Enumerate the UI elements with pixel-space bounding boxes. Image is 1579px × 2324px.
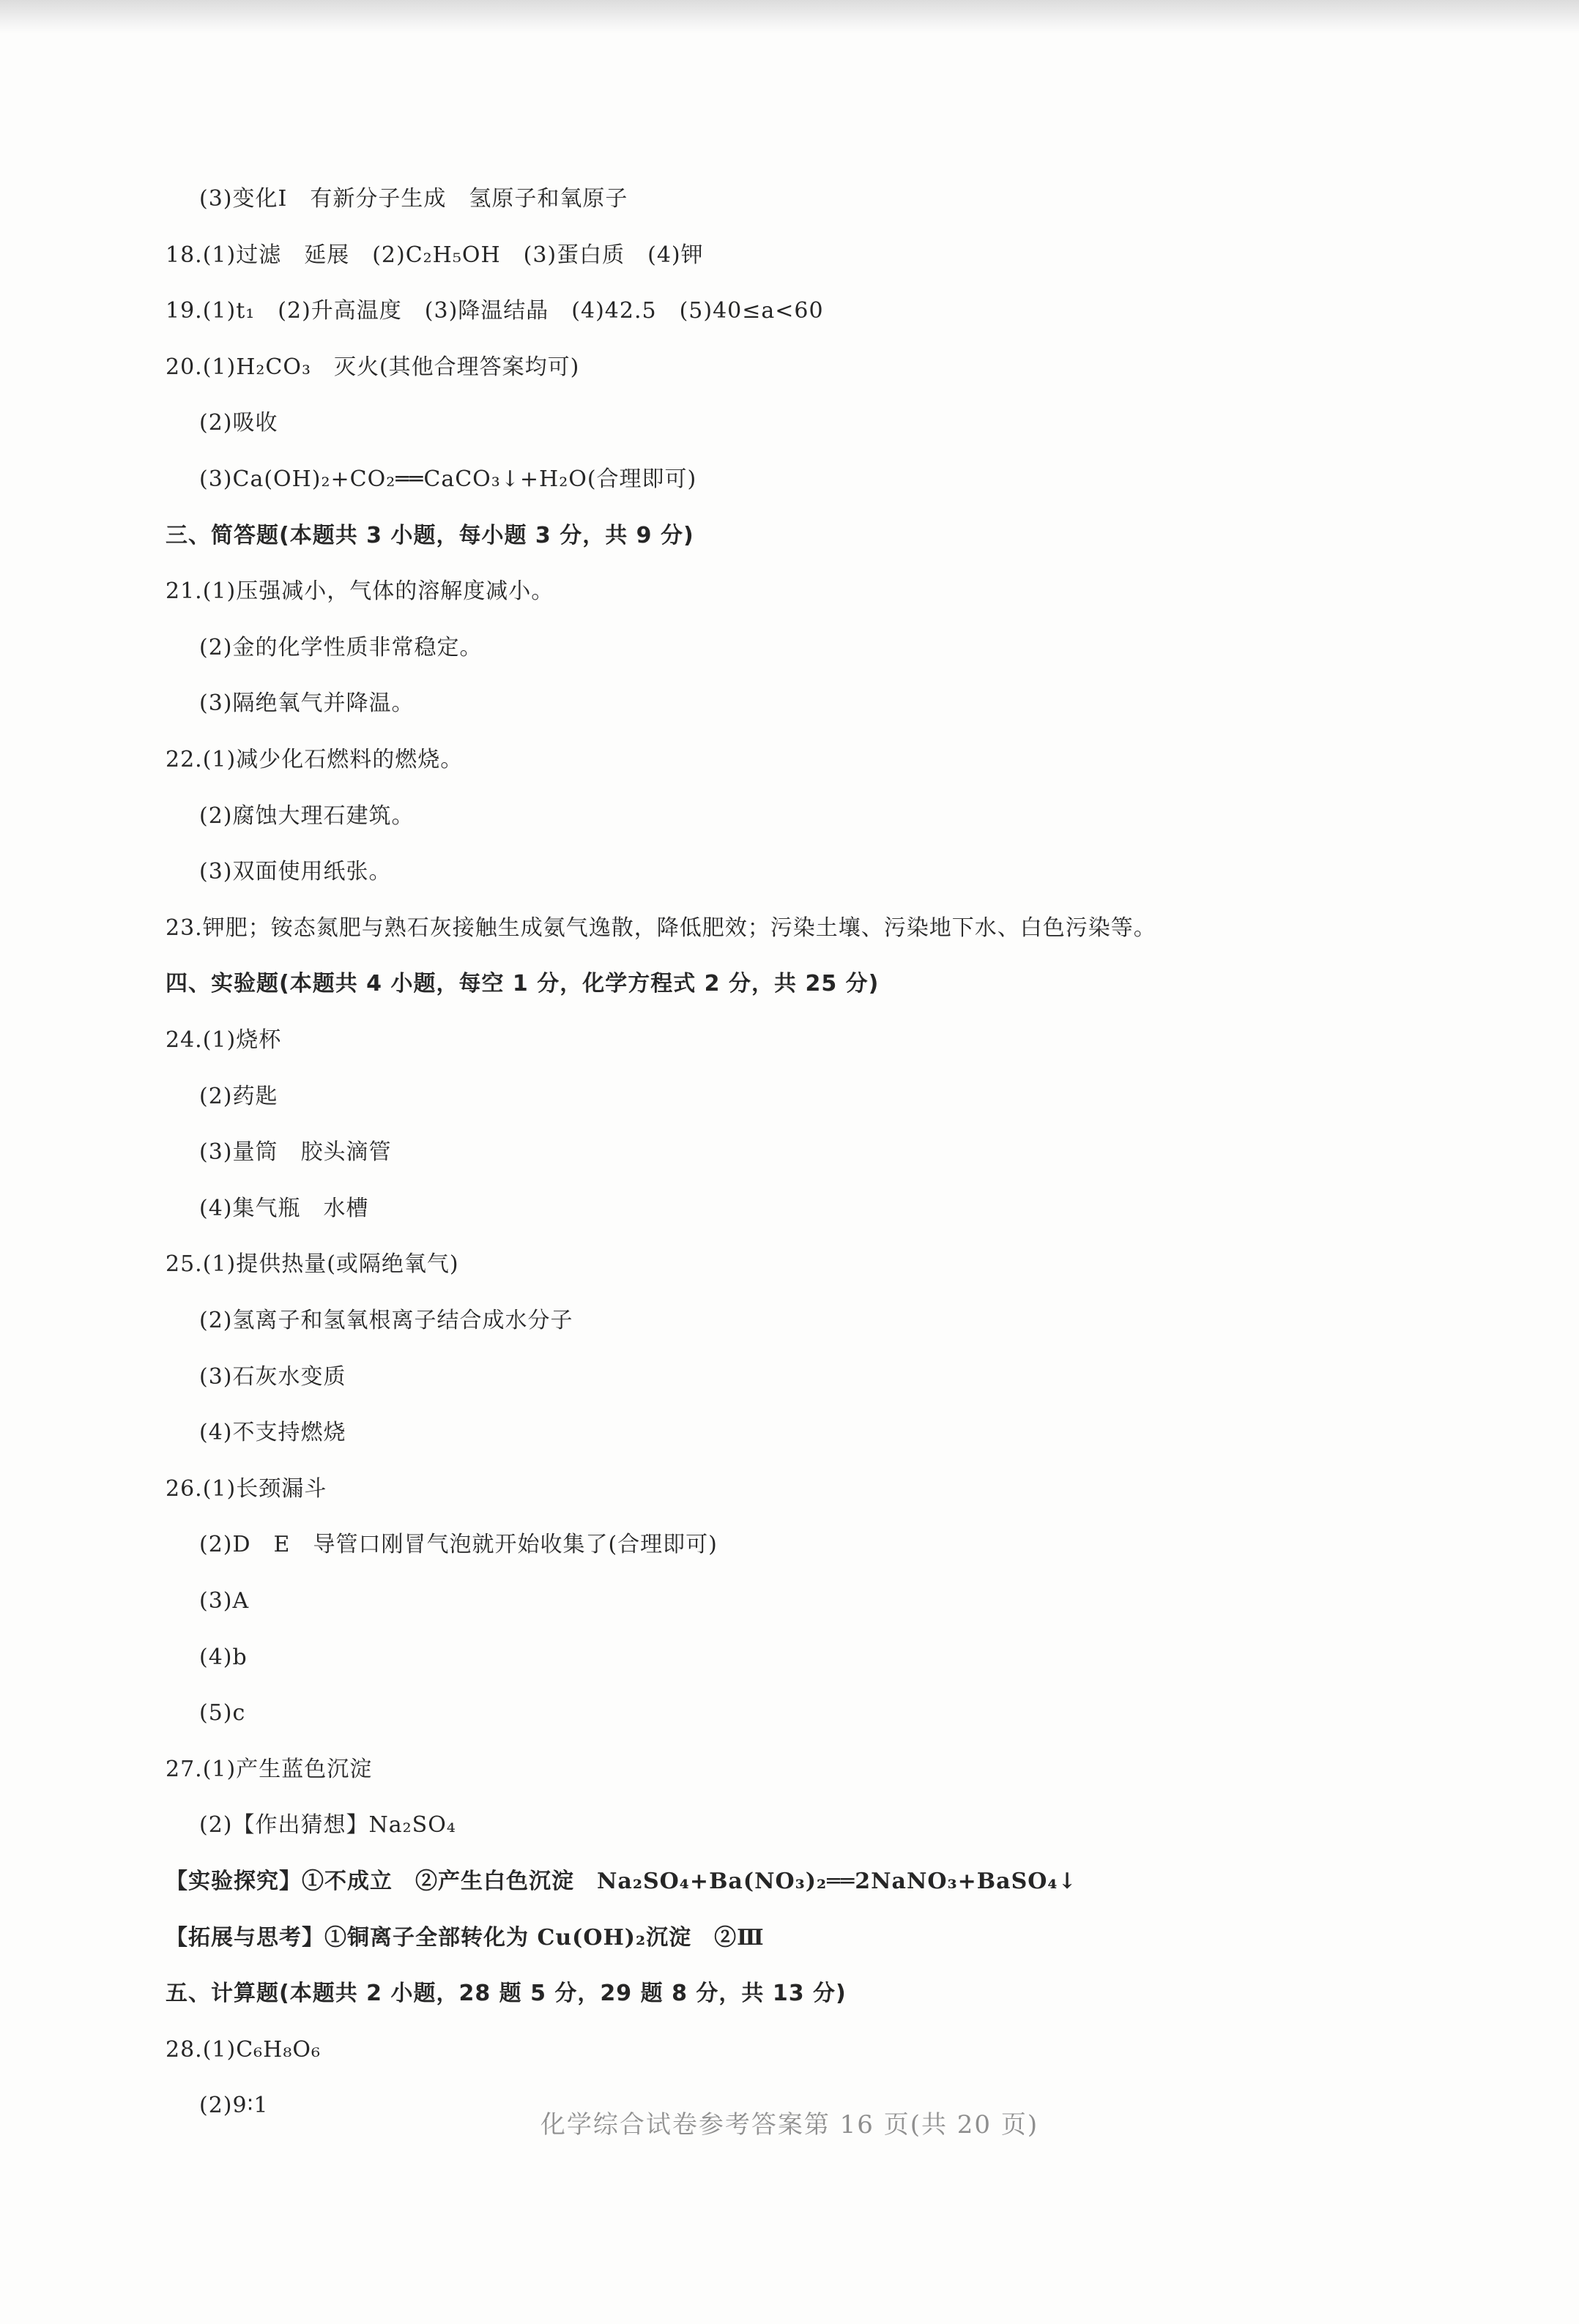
- answer-line: 21.(1)压强减小，气体的溶解度减小。: [166, 578, 554, 604]
- answer-line: (2)【作出猜想】Na₂SO₄: [199, 1812, 456, 1838]
- answer-line: (4)集气瓶 水槽: [199, 1196, 369, 1221]
- answer-line: (3)变化Ⅰ 有新分子生成 氢原子和氧原子: [199, 186, 628, 212]
- answer-line: (3)A: [199, 1588, 250, 1614]
- page-footer: 化学综合试卷参考答案第 16 页(共 20 页): [540, 2110, 1039, 2139]
- answer-line: (3)石灰水变质: [199, 1364, 346, 1390]
- answer-line: (2)腐蚀大理石建筑。: [199, 803, 415, 829]
- answer-line: 27.(1)产生蓝色沉淀: [166, 1757, 373, 1782]
- answer-line: (2)9∶1: [199, 2093, 269, 2118]
- answer-line: (2)金的化学性质非常稳定。: [199, 635, 483, 660]
- answer-line: 19.(1)t₁ (2)升高温度 (3)降温结晶 (4)42.5 (5)40≤a<60: [166, 298, 824, 324]
- answer-line: (2)D E 导管口刚冒气泡就开始收集了(合理即可): [199, 1532, 718, 1557]
- answer-line: 26.(1)长颈漏斗: [166, 1476, 327, 1502]
- answer-line: (3)双面使用纸张。: [199, 859, 392, 884]
- answer-line: 24.(1)烧杯: [166, 1027, 282, 1053]
- answer-line: 18.(1)过滤 延展 (2)C₂H₅OH (3)蛋白质 (4)钾: [166, 242, 704, 268]
- scan-edge-shadow: [0, 0, 1579, 34]
- answer-line: (2)氢离子和氢氧根离子结合成水分子: [199, 1308, 573, 1333]
- section-heading: 四、实验题(本题共 4 小题，每空 1 分，化学方程式 2 分，共 25 分): [166, 971, 880, 997]
- answer-line: 28.(1)C₆H₈O₆: [166, 2037, 321, 2063]
- answer-line: 22.(1)减少化石燃料的燃烧。: [166, 747, 464, 772]
- answer-line: (2)吸收: [199, 410, 278, 436]
- answer-line: 【拓展与思考】①铜离子全部转化为 Cu(OH)₂沉淀 ②Ⅲ: [166, 1925, 765, 1951]
- answer-line: (3)隔绝氧气并降温。: [199, 690, 415, 716]
- answer-line: (4)不支持燃烧: [199, 1420, 346, 1445]
- answer-line: (2)药匙: [199, 1084, 278, 1109]
- answer-line: 25.(1)提供热量(或隔绝氧气): [166, 1251, 459, 1277]
- answer-line: (3)Ca(OH)₂+CO₂══CaCO₃↓+H₂O(合理即可): [199, 466, 697, 492]
- answer-line: (4)b: [199, 1645, 248, 1670]
- answer-line: (5)c: [199, 1700, 246, 1726]
- section-heading: 三、简答题(本题共 3 小题，每小题 3 分，共 9 分): [166, 523, 694, 548]
- answer-line: (3)量筒 胶头滴管: [199, 1139, 392, 1165]
- answer-line: 23.钾肥；铵态氮肥与熟石灰接触生成氨气逸散，降低肥效；污染土壤、污染地下水、白色污染等。: [166, 915, 1156, 941]
- answer-line: 【实验探究】①不成立 ②产生白色沉淀 Na₂SO₄+Ba(NO₃)₂══2NaNO₃+BaSO₄↓: [166, 1869, 1077, 1894]
- section-heading: 五、计算题(本题共 2 小题，28 题 5 分，29 题 8 分，共 13 分): [166, 1981, 847, 2006]
- answer-line: 20.(1)H₂CO₃ 灭火(其他合理答案均可): [166, 354, 580, 380]
